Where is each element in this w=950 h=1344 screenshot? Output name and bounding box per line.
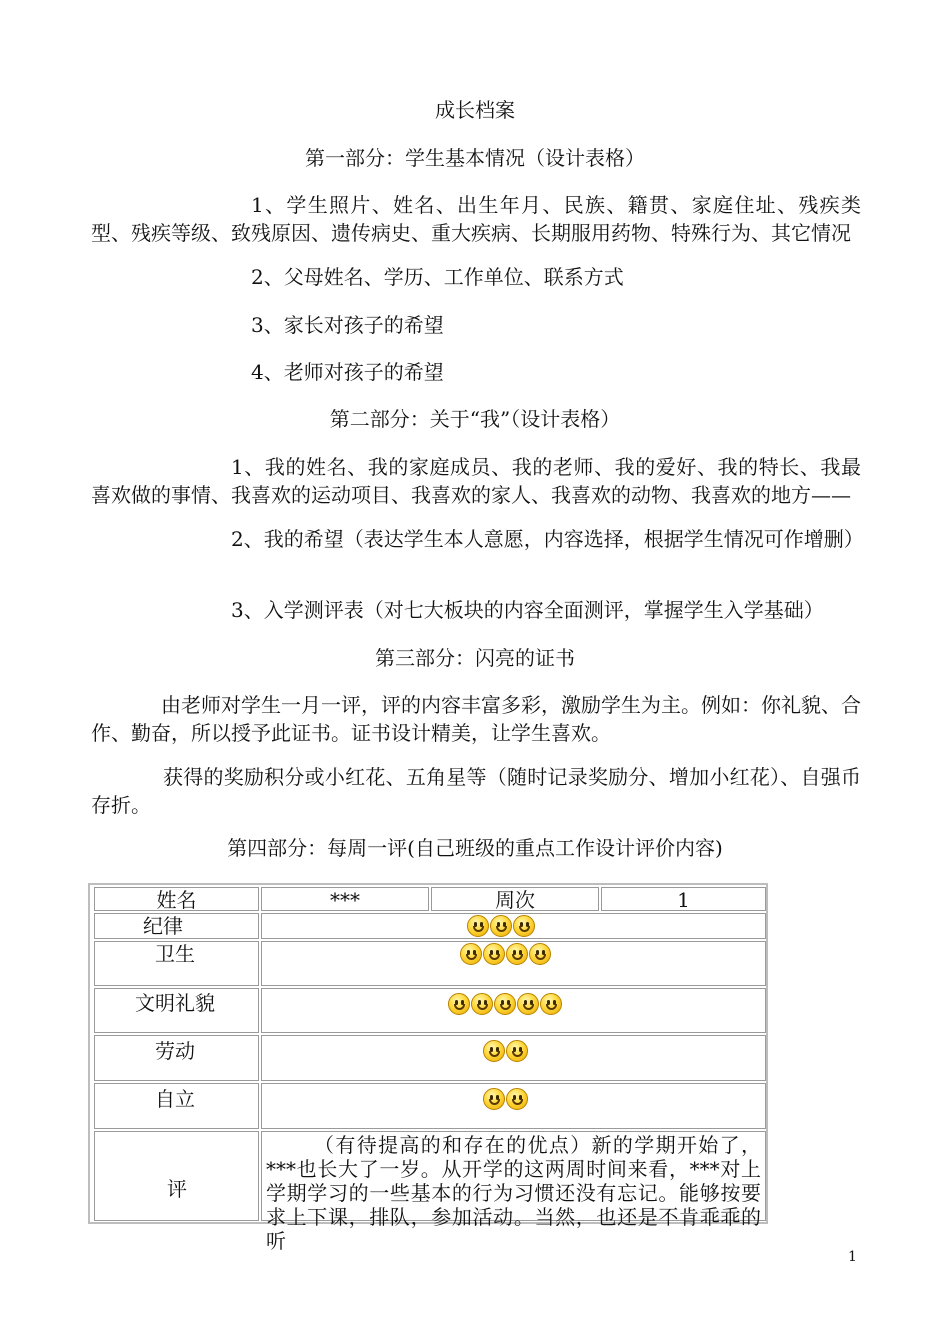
table-row <box>94 1083 259 1129</box>
table-row <box>94 988 259 1033</box>
row-label-discipline: 纪律 <box>143 914 183 938</box>
rating-cell-self-reliance <box>261 1083 766 1129</box>
smiley-rating <box>467 915 535 937</box>
smiley-icon <box>483 1088 505 1110</box>
teacher-comment: （有待提高的和存在的优点）新的学期开始了，***也长大了一岁。从开学的这两周时间来看，***对上学期学习的一些基本的行为习惯还没有忘记。能够按要求上下课，排队，参加活动。当然，也还是不肯乖乖的听 <box>266 1133 761 1253</box>
part1-item-2: 2、父母姓名、学历、工作单位、联系方式 <box>251 265 624 289</box>
smiley-icon <box>494 993 516 1015</box>
part2-item-1: 1、我的姓名、我的家庭成员、我的老师、我的爱好、我的特长、我最喜欢做的事情、我喜欢的运动项目、我喜欢的家人、我喜欢的动物、我喜欢的地方—— <box>91 455 861 507</box>
part3-paragraph-2: 获得的奖励积分或小红花、五角星等（随时记录奖励分、增加小红花）、自强币存折。 <box>91 765 861 817</box>
part1-item-1: 1、学生照片、姓名、出生年月、民族、籍贯、家庭住址、残疾类型、残疾等级、致残原因、遗传病史、重大疾病、长期服用药物、特殊行为、其它情况 <box>91 193 861 245</box>
smiley-icon <box>460 943 482 965</box>
comment-cell <box>261 1131 766 1253</box>
smiley-icon <box>506 1088 528 1110</box>
smiley-icon <box>506 943 528 965</box>
weekly-evaluation-table <box>88 883 768 1253</box>
rating-cell-courtesy <box>261 988 766 1033</box>
document-title: 成长档案 <box>435 98 515 122</box>
smiley-icon <box>513 915 535 937</box>
smiley-rating <box>448 993 562 1015</box>
smiley-icon <box>517 993 539 1015</box>
table-row <box>94 1131 259 1221</box>
table-row <box>94 1035 259 1081</box>
header-name-value: *** <box>261 887 429 911</box>
table-row <box>94 941 259 986</box>
smiley-icon <box>483 1040 505 1062</box>
header-week-label: 周次 <box>431 887 599 911</box>
table-row <box>94 913 259 939</box>
rating-cell-labor <box>261 1035 766 1081</box>
rating-cell-hygiene <box>261 941 766 986</box>
smiley-icon <box>540 993 562 1015</box>
smiley-icon <box>471 993 493 1015</box>
part3-paragraph-1: 由老师对学生一月一评，评的内容丰富多彩，激励学生为主。例如：你礼貌、合作、勤奋，所以授予此证书。证书设计精美，让学生喜欢。 <box>91 693 861 745</box>
smiley-icon <box>467 915 489 937</box>
smiley-icon <box>483 943 505 965</box>
row-label-self-reliance: 自立 <box>155 1087 195 1111</box>
smiley-icon <box>448 993 470 1015</box>
row-label-comment: 评 <box>167 1177 187 1201</box>
part2-heading: 第二部分：关于“我”（设计表格） <box>329 407 621 431</box>
page-number: 1 <box>848 1249 857 1265</box>
header-name-label: 姓名 <box>94 887 259 911</box>
smiley-icon <box>490 915 512 937</box>
part1-item-4: 4、老师对孩子的希望 <box>251 360 444 384</box>
header-week-value: 1 <box>601 887 766 911</box>
smiley-icon <box>506 1040 528 1062</box>
row-label-labor: 劳动 <box>155 1039 195 1063</box>
smiley-rating <box>460 943 551 965</box>
part4-heading: 第四部分：每周一评(自己班级的重点工作设计评价内容) <box>227 836 723 860</box>
row-label-hygiene: 卫生 <box>155 942 195 966</box>
part1-item-3: 3、家长对孩子的希望 <box>251 313 444 337</box>
row-label-courtesy: 文明礼貌 <box>135 991 215 1015</box>
part3-heading: 第三部分：闪亮的证书 <box>375 646 575 670</box>
smiley-icon <box>529 943 551 965</box>
part2-item-2: 2、我的希望（表达学生本人意愿，内容选择，根据学生情况可作增删） <box>231 527 864 551</box>
smiley-rating <box>483 1040 528 1062</box>
rating-cell-discipline <box>261 913 766 939</box>
part1-heading: 第一部分：学生基本情况（设计表格） <box>305 146 645 170</box>
part2-item-3: 3、入学测评表（对七大板块的内容全面测评，掌握学生入学基础） <box>231 598 824 622</box>
smiley-rating <box>483 1088 528 1110</box>
